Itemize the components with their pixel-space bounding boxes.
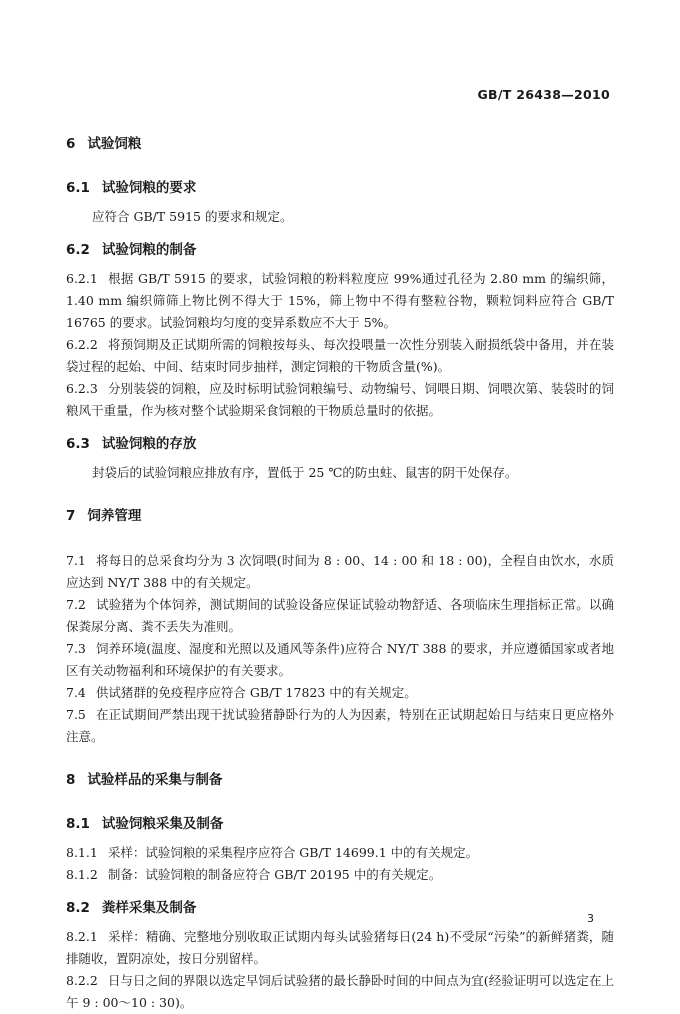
subsection-title: 试验饲粮的存放 [101, 436, 197, 452]
subsection-number: 8.1 [66, 816, 90, 832]
clause-text: 将预饲期及正试期所需的饲粮按每头、每次投喂量一次性分别装入耐损纸袋中备用，并在装袋过程的起始、中间、结束时同步抽样，测定饲粮的干物质含量(%)。 [66, 337, 614, 374]
section-title: 饲养管理 [87, 508, 142, 524]
clause-number: 8.1.1 [66, 845, 98, 860]
clause [66, 842, 614, 864]
page-number: 3 [587, 912, 594, 925]
clause-text: 采样：试验饲粮的采集程序应符合 GB/T 14699.1 中的有关规定。 [107, 845, 479, 860]
subsection-title: 试验饲粮的制备 [101, 242, 197, 258]
clause [66, 704, 614, 748]
clause-number: 7.3 [66, 641, 86, 656]
section-heading [66, 506, 614, 526]
clause-text: 饲养环境(温度、湿度和光照以及通风等条件)应符合 NY/T 388 的要求，并应遵循国家或者地区有关动物福利和环境保护的有关要求。 [66, 641, 614, 678]
subsection-heading [66, 434, 614, 454]
section-number: 8 [66, 772, 76, 788]
clause-number: 6.2.2 [66, 337, 98, 352]
subsection-heading [66, 178, 614, 198]
subsection-heading [66, 898, 614, 918]
subsection-number: 6.2 [66, 242, 90, 258]
section-heading [66, 134, 614, 154]
clause-text: 日与日之间的界限以选定早饲后试验猪的最长静卧时间的中间点为宜(经验证明可以选定在上午 9 : 00～10 : 30)。 [66, 973, 614, 1010]
subsection-heading [66, 240, 614, 260]
clause-number: 8.2.1 [66, 929, 98, 944]
section-title: 试验饲粮 [87, 136, 142, 152]
clause-text: 供试猪群的免疫程序应符合 GB/T 17823 中的有关规定。 [95, 685, 417, 700]
clause-number: 6.2.3 [66, 381, 98, 396]
standard-code-header: GB/T 26438—2010 [477, 87, 610, 102]
section-heading [66, 770, 614, 790]
subsection-number: 6.1 [66, 180, 90, 196]
subsection-title: 试验饲粮采集及制备 [101, 816, 224, 832]
subsection-title: 粪样采集及制备 [101, 900, 197, 916]
subsection-title: 试验饲粮的要求 [101, 180, 197, 196]
subsection-number: 8.2 [66, 900, 90, 916]
clause [66, 594, 614, 638]
clause-number: 7.4 [66, 685, 86, 700]
clause-number: 7.2 [66, 597, 86, 612]
clause-text: 将每日的总采食均分为 3 次饲喂(时间为 8 : 00、14 : 00 和 18 : 00)，全程自由饮水，水质应达到 NY/T 388 中的有关规定。 [66, 553, 614, 590]
clause [66, 926, 614, 970]
paragraph: 应符合 GB/T 5915 的要求和规定。 [92, 209, 293, 224]
subsection-heading [66, 814, 614, 834]
paragraph: 封袋后的试验饲粮应排放有序，置低于 25 ℃的防虫蛀、鼠害的阴干处保存。 [92, 465, 518, 480]
clause-number: 7.5 [66, 707, 86, 722]
clause [66, 682, 614, 704]
clause-number: 8.1.2 [66, 867, 98, 882]
clause [66, 334, 614, 378]
clause [66, 378, 614, 422]
section-title: 试验样品的采集与制备 [87, 772, 223, 788]
clause-text: 分别装袋的饲粮，应及时标明试验饲粮编号、动物编号、饲喂日期、饲喂次第、装袋时的饲粮风干重量，作为核对整个试验期采食饲粮的干物质总量时的依据。 [66, 381, 614, 418]
section-number: 7 [66, 508, 76, 524]
clause-number: 7.1 [66, 553, 86, 568]
clause [66, 268, 614, 334]
clause-text: 采样：精确、完整地分别收取正试期内每头试验猪每日(24 h)不受尿“污染”的新鲜猪粪，随排随收，置阴凉处，按日分别留样。 [66, 929, 614, 966]
section-number: 6 [66, 136, 76, 152]
clause [66, 970, 614, 1014]
clause-text: 根据 GB/T 5915 的要求，试验饲粮的粉料粒度应 99%通过孔径为 2.80 mm 的编织筛，1.40 mm 编织筛筛上物比例不得大于 15%，筛上物中不得有整粒谷物，颗粒饲料应符合 GB/T 16765 的要求。试验饲粮均匀度的变异系数应不大于 5%。 [66, 271, 614, 330]
clause-text: 在正试期间严禁出现干扰试验猪静卧行为的人为因素，特别在正试期起始日与结束日更应格外注意。 [66, 707, 614, 744]
clause-number: 8.2.2 [66, 973, 98, 988]
clause [66, 864, 614, 886]
clause [66, 638, 614, 682]
clause-text: 制备：试验饲粮的制备应符合 GB/T 20195 中的有关规定。 [107, 867, 442, 882]
clause [66, 550, 614, 594]
subsection-number: 6.3 [66, 436, 90, 452]
document-body [66, 134, 614, 1014]
clause-text: 试验猪为个体饲养，测试期间的试验设备应保证试验动物舒适、各项临床生理指标正常。以确保粪尿分离、粪不丢失为准则。 [66, 597, 614, 634]
clause-number: 6.2.1 [66, 271, 98, 286]
